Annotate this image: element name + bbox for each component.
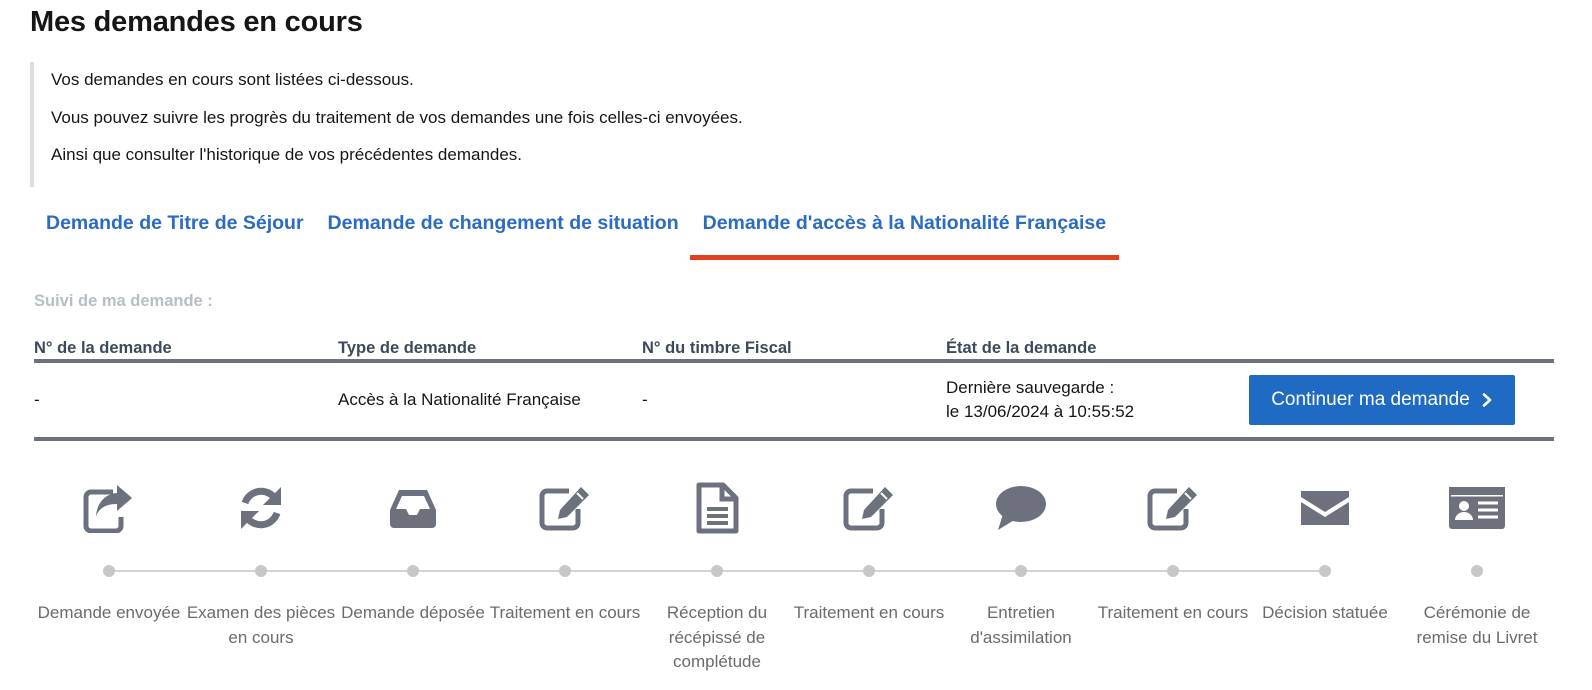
tab-changement-situation[interactable]: Demande de changement de situation: [327, 212, 679, 234]
step-label: Traitement en cours: [793, 603, 945, 622]
intro-line-2: Vous pouvez suivre les progrès du traitement de vos demandes une fois celles-ci envoyées.: [51, 107, 743, 127]
request-tabs: [33, 198, 1119, 260]
step-label: Traitement en cours: [1097, 603, 1249, 622]
step-dot: [255, 565, 267, 577]
header-numero: N° de la demande: [34, 339, 172, 357]
step-dot: [1167, 565, 1179, 577]
step-dot: [103, 565, 115, 577]
step-dot: [559, 565, 571, 577]
step-dot: [407, 565, 419, 577]
table-header: [34, 338, 1554, 363]
envelope-icon: [1295, 476, 1355, 540]
step-traitement-2: [793, 476, 945, 626]
etat-line-2: le 13/06/2024 à 10:55:52: [946, 402, 1135, 421]
intro-callout: [30, 62, 790, 187]
section-label: Suivi de ma demande :: [34, 292, 213, 310]
refresh-icon: [231, 476, 291, 540]
step-label: Entretien d'assimilation: [970, 603, 1072, 647]
step-label: Demande envoyée: [37, 603, 181, 622]
step-entretien-assimilation: [945, 476, 1097, 650]
step-dot: [1015, 565, 1027, 577]
step-label: Cérémonie de remise du Livret: [1416, 603, 1538, 647]
header-type: Type de demande: [338, 339, 477, 357]
step-demande-envoyee: [33, 476, 185, 626]
table-row: [34, 363, 1554, 441]
step-examen-pieces: [185, 476, 337, 650]
document-icon: [687, 476, 747, 540]
cell-timbre: -: [642, 390, 648, 409]
step-dot: [1319, 565, 1331, 577]
step-reception-recepisse: [641, 476, 793, 675]
step-decision-statuee: [1249, 476, 1401, 626]
id-card-icon: [1447, 476, 1507, 540]
step-dot: [863, 565, 875, 577]
step-dot: [1471, 565, 1483, 577]
step-demande-deposee: [337, 476, 489, 626]
step-label: Réception du récépissé de complétude: [666, 603, 768, 671]
edit-icon: [1143, 476, 1203, 540]
intro-line-1: Vos demandes en cours sont listées ci-dessous.: [51, 70, 414, 89]
header-etat: État de la demande: [946, 339, 1097, 357]
step-dot: [711, 565, 723, 577]
tab-nationalite-francaise[interactable]: Demande d'accès à la Nationalité Française: [690, 198, 1119, 260]
step-traitement-1: [489, 476, 641, 626]
tab-titre-sejour[interactable]: Demande de Titre de Séjour: [46, 212, 304, 234]
page-title: Mes demandes en cours: [30, 6, 363, 38]
cell-numero: -: [34, 390, 40, 409]
header-timbre: N° du timbre Fiscal: [642, 339, 792, 357]
cell-etat: [946, 376, 1250, 424]
step-traitement-3: [1097, 476, 1249, 626]
requests-table: [34, 338, 1554, 441]
step-ceremonie-livret: [1401, 476, 1553, 650]
continue-request-button[interactable]: [1249, 375, 1515, 425]
step-label: Traitement en cours: [489, 603, 641, 622]
progress-timeline: [33, 476, 1553, 690]
share-icon: [79, 476, 139, 540]
edit-icon: [535, 476, 595, 540]
cell-type: Accès à la Nationalité Française: [338, 390, 581, 409]
step-label: Examen des pièces en cours: [186, 603, 336, 647]
etat-line-1: Dernière sauvegarde :: [946, 378, 1115, 397]
step-label: Décision statuée: [1262, 603, 1388, 622]
intro-line-3: Ainsi que consulter l'historique de vos précédentes demandes.: [51, 145, 523, 164]
chevron-right-icon: [1481, 393, 1493, 407]
inbox-icon: [383, 476, 443, 540]
continue-request-label: Continuer ma demande: [1271, 389, 1470, 410]
step-label: Demande déposée: [341, 603, 485, 622]
edit-icon: [839, 476, 899, 540]
speech-bubble-icon: [991, 476, 1051, 540]
